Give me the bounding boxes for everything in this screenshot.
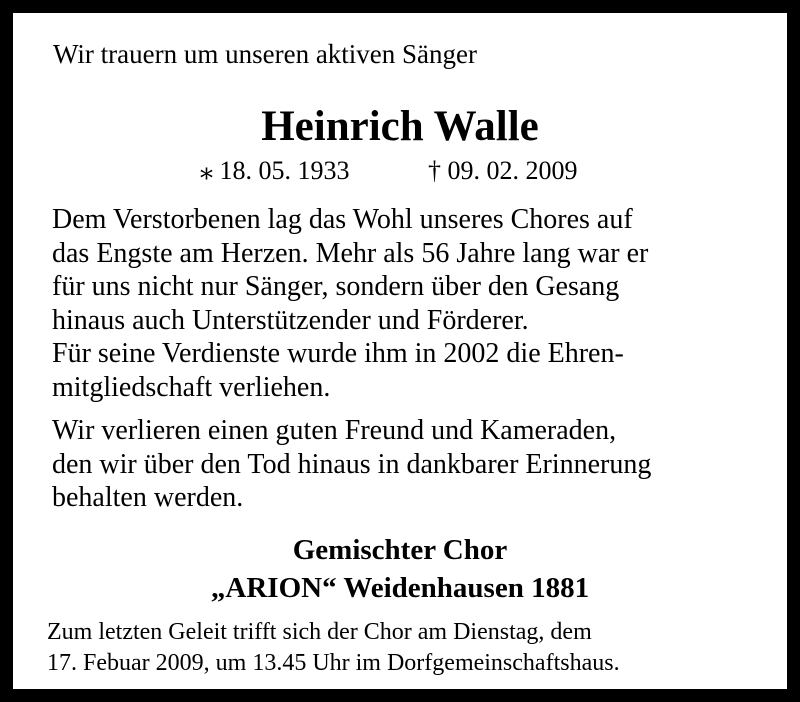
deceased-name: Heinrich Walle	[261, 103, 539, 150]
birth-date: ⁎ 18. 05. 1933	[200, 156, 350, 185]
tribute-line: Dem Verstorbenen lag das Wohl unseres Chores auf	[52, 204, 633, 235]
tribute-line: das Engste am Herzen. Mehr als 56 Jahre lang war er	[52, 237, 649, 269]
tribute-line: hinaus auch Unterstützender und Förderer.	[52, 304, 529, 336]
funeral-line: 17. Febuar 2009, um 13.45 Uhr im Dorfgemeinschaftshaus.	[47, 650, 620, 676]
farewell-paragraph	[52, 414, 651, 515]
tribute-line: für uns nicht nur Sänger, sondern über den Gesang	[52, 271, 620, 302]
tribute-line: mitgliedschaft verliehen.	[52, 371, 331, 403]
organization-name: Gemischter Chor	[292, 534, 508, 566]
farewell-line: behalten werden.	[52, 482, 244, 513]
tribute-paragraph	[52, 203, 648, 404]
tribute-line: Für seine Verdienste wurde ihm in 2002 die Ehren-	[52, 338, 624, 369]
organization-subname: „ARION“ Weidenhausen 1881	[210, 572, 590, 604]
death-date: † 09. 02. 2009	[428, 156, 578, 185]
farewell-line: den wir über den Tod hinaus in dankbarer Erinnerung	[52, 448, 652, 480]
funeral-line: Zum letzten Geleit trifft sich der Chor am Dienstag, dem	[47, 619, 592, 645]
intro-text: Wir trauern um unseren aktiven Sänger	[53, 39, 478, 69]
farewell-line: Wir verlieren einen guten Freund und Kameraden,	[52, 415, 617, 446]
funeral-info	[47, 617, 620, 679]
